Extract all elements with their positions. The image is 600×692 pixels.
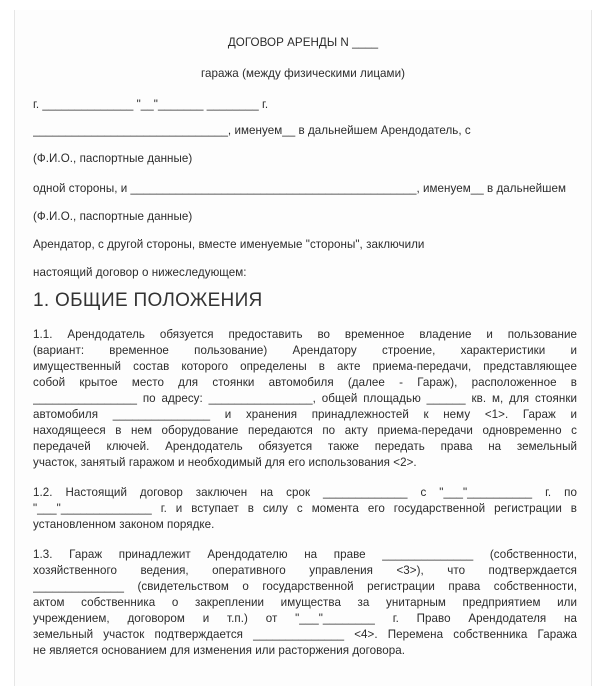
document-title: ДОГОВОР АРЕНДЫ N ____ — [227, 36, 379, 49]
clause-1-2-line: "___"______________ г. и вступает в силу с момента его государственной регистрации в — [33, 502, 577, 515]
clause-1-1-line: 1.1. Арендодатель обязуется предоставить во временное владение и пользование — [33, 328, 577, 341]
clause-1-1-line: имущественный состав которого определены в акте приема-передачи, представляющее — [33, 360, 577, 373]
landlord-details-note: (Ф.И.О., паспортные данные) — [33, 152, 193, 165]
clause-1-2-line: 1.2. Настоящий договор заключен на срок _____________ с "___"__________ г. по — [33, 486, 577, 499]
clause-1-3-line: 1.3. Гараж принадлежит Арендодателю на праве ______________ (собственности, — [33, 548, 577, 561]
document-page — [14, 10, 592, 686]
clause-1-3-line: земельный участок подтверждается ______________ <4>. Перемена собственника Гаража — [33, 628, 577, 641]
clause-1-3-line: ______________ (свидетельством о государственной регистрации права собственности, — [33, 580, 577, 593]
tenant-details-note: (Ф.И.О., паспортные данные) — [33, 210, 193, 223]
clause-1-1-line: собой крытое место для стоянки автомобиля (далее - Гараж), расположенное в — [33, 376, 577, 389]
city-date-line: г. ______________ "__"_______ ________ г. — [33, 98, 269, 111]
document-subtitle: гаража (между физическими лицами) — [200, 67, 406, 80]
clause-1-1-line: находящееся в нем оборудование передаются по акту приема-передачи одновременно с — [33, 424, 577, 437]
clause-1-3-line: не является основанием для изменения или расторжения договора. — [33, 644, 405, 657]
clause-1-1-line: участок, занятый гаражом и необходимый для его использования <2>. — [33, 456, 417, 469]
clause-1-1-line: передачей ключей. Арендодатель обязуется также передать права на земельный — [33, 440, 577, 453]
clause-1-1-line: автомобиля _______________ и хранения принадлежностей к нему <1>. Гараж и — [33, 408, 577, 421]
clause-1-3-line: учреждением, договором и т.п.) от "___"________ г. Право Арендодателя на — [33, 612, 577, 625]
clause-1-2-line: установленном законом порядке. — [33, 518, 215, 531]
landlord-line: ______________________________, именуем__ в дальнейшем Арендодатель, с — [33, 124, 471, 137]
parties-line: Арендатор, с другой стороны, вместе именуемые "стороны", заключили — [33, 238, 425, 251]
clause-1-1-line: ________________ по адресу: ________________, общей площадью ______ кв. м, для стоянки — [33, 392, 577, 405]
clause-1-1-line: (вариант: временное пользование) Арендатору строение, характеристики и — [33, 344, 577, 357]
clause-1-3-line: актом собственника о закреплении имущества за унитарным предприятием или — [33, 596, 577, 609]
tenant-line: одной стороны, и ____________________________________________, именуем__ в дальнейшем — [33, 182, 567, 195]
clause-1-3-line: хозяйственного ведения, оперативного управления <3>), что подтверждается — [33, 564, 577, 577]
agreement-line: настоящий договор о нижеследующем: — [33, 266, 247, 279]
section-heading: 1. ОБЩИЕ ПОЛОЖЕНИЯ — [33, 290, 263, 311]
